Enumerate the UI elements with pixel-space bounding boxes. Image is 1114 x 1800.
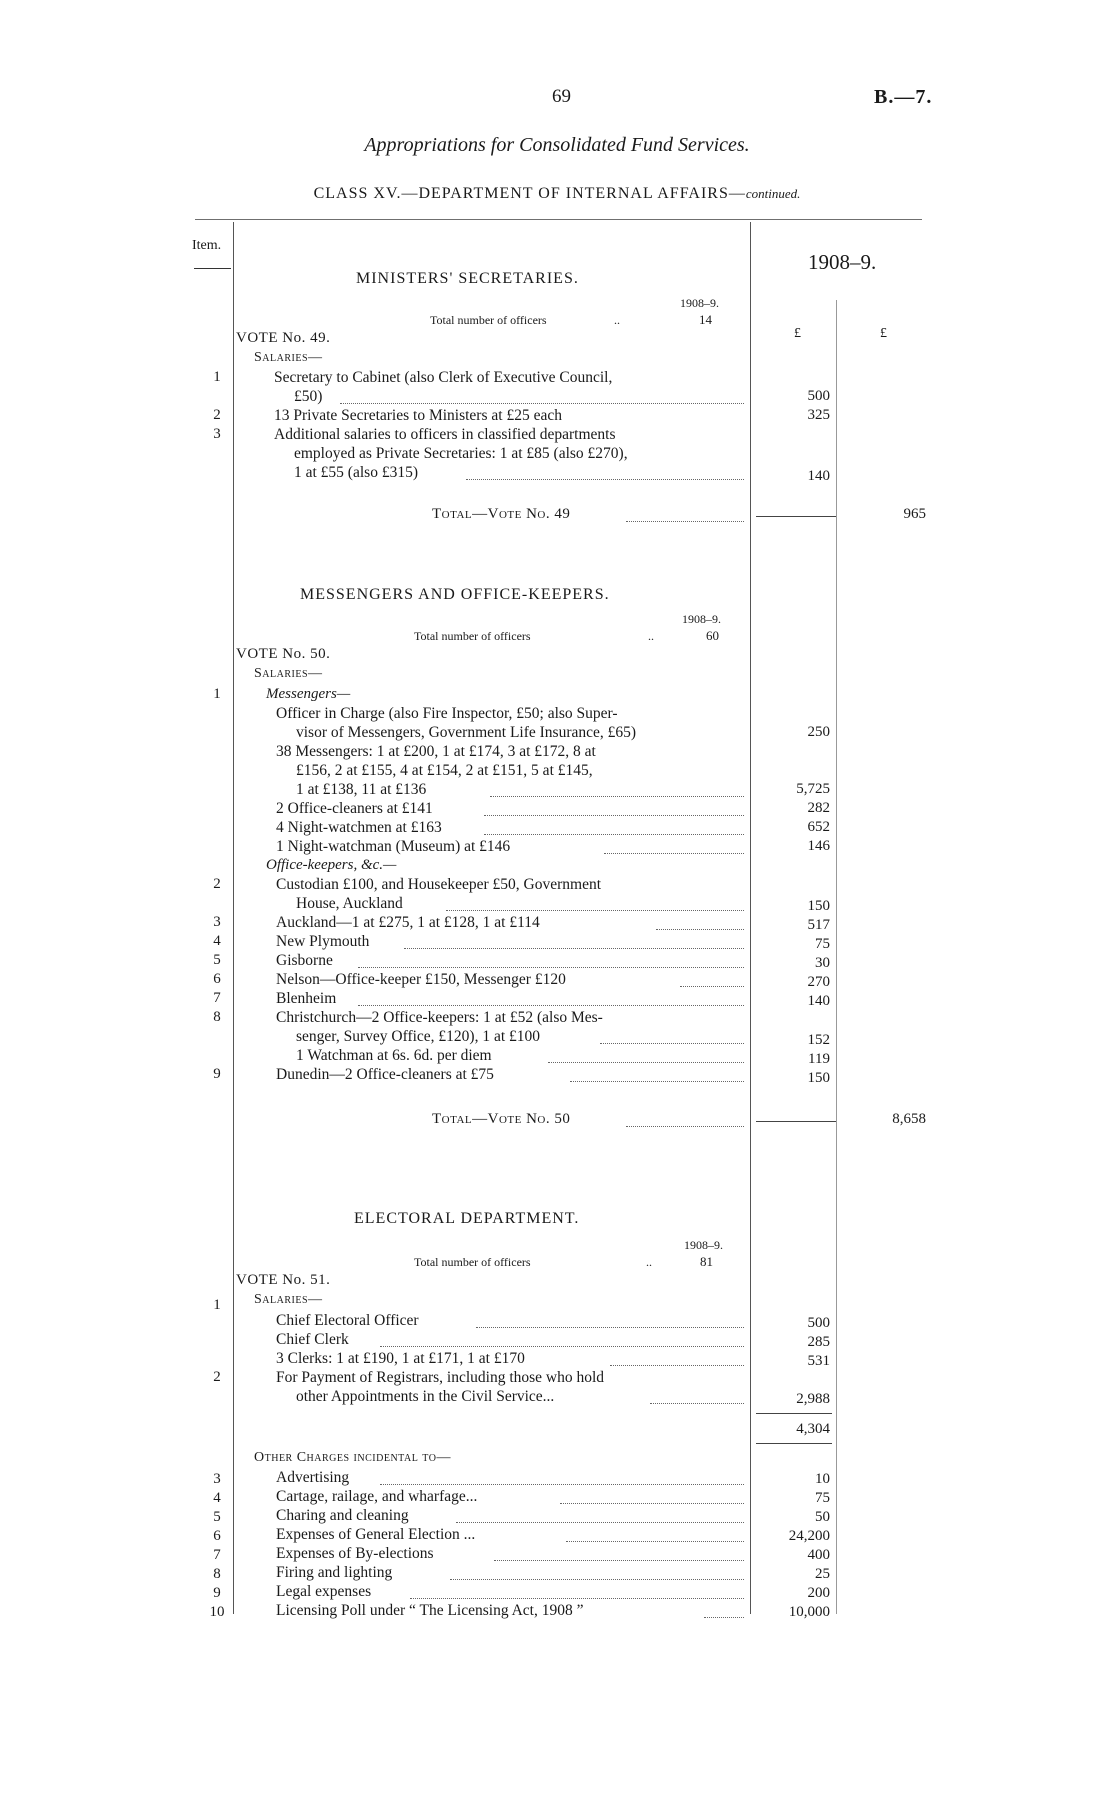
line-text: Chief Clerk [276,1331,349,1348]
line-text: £50) [294,388,323,405]
vote-total-label: Total—Vote No. 50 [432,1111,571,1127]
line-amount: 75 [815,936,830,952]
line-amount: 119 [808,1051,830,1067]
line-amount: 150 [807,1070,830,1086]
item-number: 7 [213,1547,221,1563]
line-amount: 10 [815,1471,830,1487]
line-text: Legal expenses [276,1583,372,1600]
leader-dots [566,1540,744,1542]
subheading-messengers: Messengers— [266,686,351,702]
line-text: Auckland—1 at £275, 1 at £128, 1 at £114 [276,914,540,931]
item-number: 7 [213,990,221,1006]
leader-dots [466,478,744,480]
line-amount: 50 [815,1509,830,1525]
line-amount: 140 [807,468,830,484]
leader-dots [450,1578,744,1580]
salaries-subtotal: 4,304 [796,1421,830,1437]
salaries-subhead: Salaries— [254,1292,323,1307]
item-number: 8 [213,1566,221,1582]
item-number: 8 [213,1009,221,1025]
line-text: Custodian £100, and Housekeeper £50, Government [276,876,602,893]
subtotal-rule-lower [756,1443,832,1444]
item-number: 5 [213,1509,221,1525]
year-column-header: 1908–9. [808,250,877,274]
leader-dots [600,1042,744,1044]
header-rule [195,219,922,220]
class-heading [0,185,1114,203]
vote-total: 8,658 [892,1111,926,1127]
line-amount: 500 [807,1315,830,1331]
salaries-subhead: Salaries— [254,350,323,365]
leader-dots [340,402,744,404]
line-text: Officer in Charge (also Fire Inspector, £50; also Super- [276,705,618,722]
line-text: 1 at £55 (also £315) [294,464,418,481]
line-text: 1 Watchman at 6s. 6d. per diem [296,1047,492,1064]
line-text: £156, 2 at £155, 4 at £154, 2 at £151, 5 at £145, [296,762,593,779]
officers-label: Total number of officers [414,1255,531,1269]
line-text: House, Auckland [296,895,403,912]
leader-dots [380,1345,744,1347]
item-header-underline [194,268,231,269]
section-title: MINISTERS' SECRETARIES. [356,270,579,287]
line-text: Nelson—Office-keeper £150, Messenger £120 [276,971,566,988]
item-number: 6 [213,971,221,987]
leader-dots [484,833,744,835]
item-number: 2 [213,407,221,423]
leader-dots [446,909,744,911]
page-title: Appropriations for Consolidated Fund Services. [364,134,750,156]
officers-label: Total number of officers [430,313,547,327]
item-number: 2 [213,1369,221,1385]
vote-number: VOTE No. 50. [236,646,331,662]
line-text: 3 Clerks: 1 at £190, 1 at £171, 1 at £170 [276,1350,525,1367]
line-text: other Appointments in the Civil Service... [296,1388,555,1405]
line-text: Advertising [276,1469,350,1486]
item-number: 3 [213,426,221,442]
leader-dots [494,1559,744,1561]
leader-dots [610,1364,744,1366]
line-text: Firing and lighting [276,1564,393,1581]
line-text: 2 Office-cleaners at £141 [276,800,433,817]
item-number: 9 [213,1585,221,1601]
line-amount: 140 [807,993,830,1009]
subtotal-rule [756,1413,832,1414]
line-text: New Plymouth [276,933,370,950]
line-amount: 652 [807,819,830,835]
line-amount: 517 [807,917,830,933]
leader-dots [656,928,744,930]
leader-dots [650,1402,744,1404]
line-amount: 75 [815,1490,830,1506]
officers-year: 1908–9. [680,296,719,310]
leader-dots [604,852,744,854]
officers-count: 60 [706,628,719,643]
line-text: 38 Messengers: 1 at £200, 1 at £174, 3 at £172, 8 at [276,743,596,760]
line-amount: 5,725 [796,781,830,797]
line-text: 13 Private Secretaries to Ministers at £25 each [274,407,562,424]
line-amount: 400 [807,1547,830,1563]
officers-label: Total number of officers [414,629,531,643]
item-number: 1 [213,1297,221,1313]
line-amount: 325 [807,407,830,423]
vote-number: VOTE No. 49. [236,330,331,346]
line-text: Christchurch—2 Office-keepers: 1 at £52 (also Mes- [276,1009,603,1026]
item-column-header: Item. [192,238,222,253]
leader-dots [358,1004,744,1006]
line-amount: 24,200 [788,1528,830,1544]
officers-dots: .. [648,629,654,643]
leader-dots [380,1483,744,1485]
leader-dots [626,520,744,522]
line-text: Cartage, railage, and wharfage... [276,1488,478,1505]
line-text: 1 Night-watchman (Museum) at £146 [276,838,511,855]
page-number: 69 [552,86,571,107]
line-amount: 500 [807,388,830,404]
leader-dots [410,1597,744,1599]
line-amount: 200 [807,1585,830,1601]
line-amount: 270 [807,974,830,990]
item-number: 10 [209,1604,225,1620]
line-text: Chief Electoral Officer [276,1312,419,1329]
line-text: senger, Survey Office, £120), 1 at £100 [296,1028,541,1045]
section-title: MESSENGERS AND OFFICE-KEEPERS. [300,586,610,603]
salaries-subhead: Salaries— [254,666,323,681]
leader-dots [476,1326,744,1328]
item-number: 4 [213,933,221,949]
leader-dots [570,1080,744,1082]
line-text: Blenheim [276,990,337,1007]
officers-count: 81 [700,1254,713,1269]
item-number: 6 [213,1528,221,1544]
line-amount: 282 [807,800,830,816]
officers-dots: .. [646,1255,652,1269]
line-text: Licensing Poll under “ The Licensing Act, 1908 ” [276,1602,584,1619]
leader-dots [484,814,744,816]
item-number: 4 [213,1490,221,1506]
item-number: 2 [213,876,221,892]
subtotal-column-rule [836,300,837,1614]
item-number: 9 [213,1066,221,1082]
line-amount: 250 [807,724,830,740]
pound-column-header: £ [794,326,801,341]
line-amount: 30 [815,955,830,971]
line-amount: 531 [807,1353,830,1369]
leader-dots [404,947,744,949]
subheading-office-keepers: Office-keepers, &c.— [266,857,397,873]
item-number: 3 [213,1471,221,1487]
leader-dots [560,1502,744,1504]
line-amount: 152 [807,1032,830,1048]
line-amount: 146 [807,838,830,854]
line-text: Gisborne [276,952,333,969]
item-number: 1 [213,686,221,702]
document-reference: B.—7. [874,86,933,108]
line-amount: 10,000 [788,1604,830,1620]
line-text: Dunedin—2 Office-cleaners at £75 [276,1066,494,1083]
leader-dots [680,985,744,987]
vote-number: VOTE No. 51. [236,1272,331,1288]
vote-total: 965 [903,506,926,522]
line-text: visor of Messengers, Government Life Insurance, £65) [296,724,637,741]
leader-dots [490,795,744,797]
line-text: employed as Private Secretaries: 1 at £85 (also £270), [294,445,628,462]
line-text: For Payment of Registrars, including those who hold [276,1369,605,1386]
class-heading-suffix: continued. [745,186,801,201]
officers-year: 1908–9. [682,612,721,626]
class-heading-text: CLASS XV.—DEPARTMENT OF INTERNAL AFFAIRS— [313,185,746,202]
line-amount: 25 [815,1566,830,1582]
line-text: Additional salaries to officers in classified departments [274,426,616,443]
item-number: 3 [213,914,221,930]
line-text: Expenses of General Election ... [276,1526,476,1543]
line-text: 1 at £138, 11 at £136 [296,781,427,798]
line-text: 4 Night-watchmen at £163 [276,819,442,836]
line-amount: 285 [807,1334,830,1350]
officers-year: 1908–9. [684,1238,723,1252]
pound-total-column-header: £ [880,326,887,341]
other-charges-subhead: Other Charges incidental to— [254,1450,451,1465]
item-number: 1 [213,369,221,385]
leader-dots [626,1125,744,1127]
officers-count: 14 [699,312,712,327]
item-number: 5 [213,952,221,968]
line-text: Expenses of By-elections [276,1545,434,1562]
line-text: Charing and cleaning [276,1507,409,1524]
leader-dots [358,966,744,968]
line-amount: 2,988 [796,1391,830,1407]
line-amount: 150 [807,898,830,914]
leader-dots [548,1061,744,1063]
line-text: Secretary to Cabinet (also Clerk of Executive Council, [274,369,613,386]
section-title: ELECTORAL DEPARTMENT. [354,1210,580,1227]
leader-dots [456,1521,744,1523]
officers-dots: .. [614,313,620,327]
vote-total-label: Total—Vote No. 49 [432,506,571,522]
